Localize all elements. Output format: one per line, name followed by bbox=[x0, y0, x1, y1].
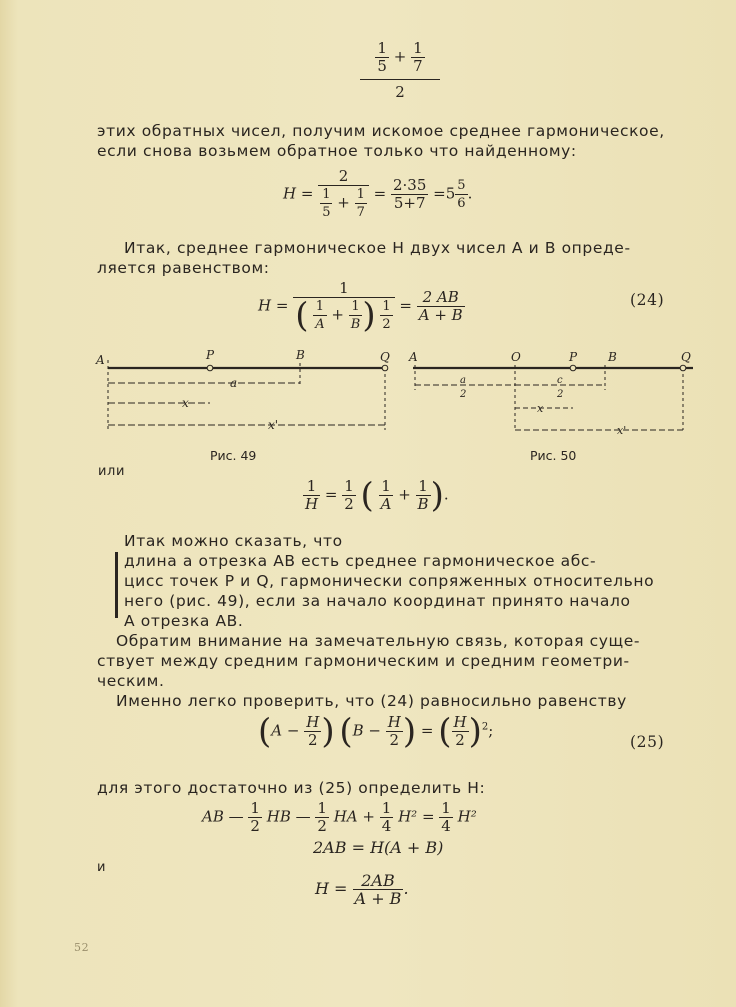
equation-2ab: 2AB = H(A + B) bbox=[313, 838, 444, 857]
para3-line1: Итак можно сказать, что bbox=[124, 532, 343, 550]
fig50-label-p: P bbox=[569, 350, 578, 364]
fig50-label-two-c: 2 bbox=[557, 389, 564, 400]
figure-50 bbox=[405, 345, 705, 440]
equation-24-number: (24) bbox=[630, 291, 665, 309]
equation-expansion: AB — $\frac{1}{2}$ HB — $\frac{1}{2}$ HA + $\frac{1}{4}$ H² = $\frac{1}{4}$ H² bbox=[202, 799, 477, 835]
para5-line1: Именно легко проверить, что (24) равносильно равенству bbox=[116, 692, 627, 710]
fig49-caption: Рис. 49 bbox=[210, 448, 257, 463]
para3-line5: A отрезка AB. bbox=[124, 612, 244, 630]
top-fraction: $\frac{1}{5}$ + $\frac{1}{7}$ 2 bbox=[360, 40, 440, 101]
para3-line3: цисс точек P и Q, гармонически сопряженных относительно bbox=[124, 572, 655, 590]
equation-h-value: H = 2 $\frac{1}{5}$ + $\frac{1}{7}$ = $\frac{2\cdot 35}{5+7}$ =5 $\frac{5}{6}$ . bbox=[283, 167, 473, 220]
fig50-label-q: Q bbox=[681, 350, 691, 364]
fig49-label-a: a bbox=[230, 376, 238, 390]
fig50-label-two-a: 2 bbox=[460, 389, 467, 400]
equation-final: H = $\frac{2AB}{A + B}$ . bbox=[315, 871, 409, 908]
para4-line1: Обратим внимание на замечательную связь, которая суще- bbox=[116, 632, 641, 650]
para2-line1: Итак, среднее гармоническое H двух чисел A и B опреде- bbox=[124, 239, 631, 257]
para6-line1: для этого достаточно из (25) определить H: bbox=[97, 779, 486, 797]
fig49-label-p: P bbox=[206, 348, 215, 362]
equation-25-number: (25) bbox=[630, 733, 665, 751]
fig49-label-b: B bbox=[296, 348, 305, 362]
fig50-label-xp: x' bbox=[617, 424, 627, 437]
fig50-label-c: c bbox=[557, 375, 563, 386]
fig50-label-a-point: A bbox=[409, 350, 418, 364]
fig49-label-x: x bbox=[182, 396, 189, 410]
fig50-caption: Рис. 50 bbox=[530, 448, 577, 463]
equation-reciprocal: $\frac{1}{H}$ = $\frac{1}{2}$ ( $\frac{1}{A}$ + $\frac{1}{B}$ ). bbox=[305, 475, 449, 516]
fig50-label-a2: a bbox=[460, 375, 466, 386]
fig50-label-b: B bbox=[608, 350, 617, 364]
equation-24: H = 1 ( $\frac{1}{A}$ + $\frac{1}{B}$ ) $\frac{1}{2}$ = $\frac{2 AB}{A + B}$ bbox=[258, 279, 463, 336]
para2-line2: ляется равенством: bbox=[97, 259, 270, 277]
fig49-label-q: Q bbox=[380, 350, 390, 364]
word-i: и bbox=[97, 860, 107, 875]
fig50-label-o: O bbox=[511, 350, 521, 364]
page-number: 52 bbox=[74, 941, 90, 954]
para1-line2: если снова возьмем обратное только что найденному: bbox=[97, 142, 577, 160]
word-ili: или bbox=[98, 464, 126, 479]
para1-line1: этих обратных чисел, получим искомое среднее гармоническое, bbox=[97, 122, 665, 140]
para4-line2: ствует между средним гармоническим и средним геометри- bbox=[97, 652, 630, 670]
fig49-label-a-point: A bbox=[96, 353, 105, 367]
equation-25: (A − $\frac{H}{2}$ ) (B − $\frac{H}{2}$ ) = ( $\frac{H}{2}$ )$^2$; bbox=[258, 711, 494, 752]
fig50-label-x: x bbox=[537, 402, 544, 415]
figure-49 bbox=[90, 345, 400, 440]
fig49-label-xp: x' bbox=[268, 418, 279, 432]
para3-line4: него (рис. 49), если за начало координат принято начало bbox=[124, 592, 631, 610]
margin-bar bbox=[115, 552, 118, 618]
para3-line2: длина a отрезка AB есть среднее гармоническое абс- bbox=[124, 552, 597, 570]
para4-line3: ческим. bbox=[97, 672, 165, 690]
